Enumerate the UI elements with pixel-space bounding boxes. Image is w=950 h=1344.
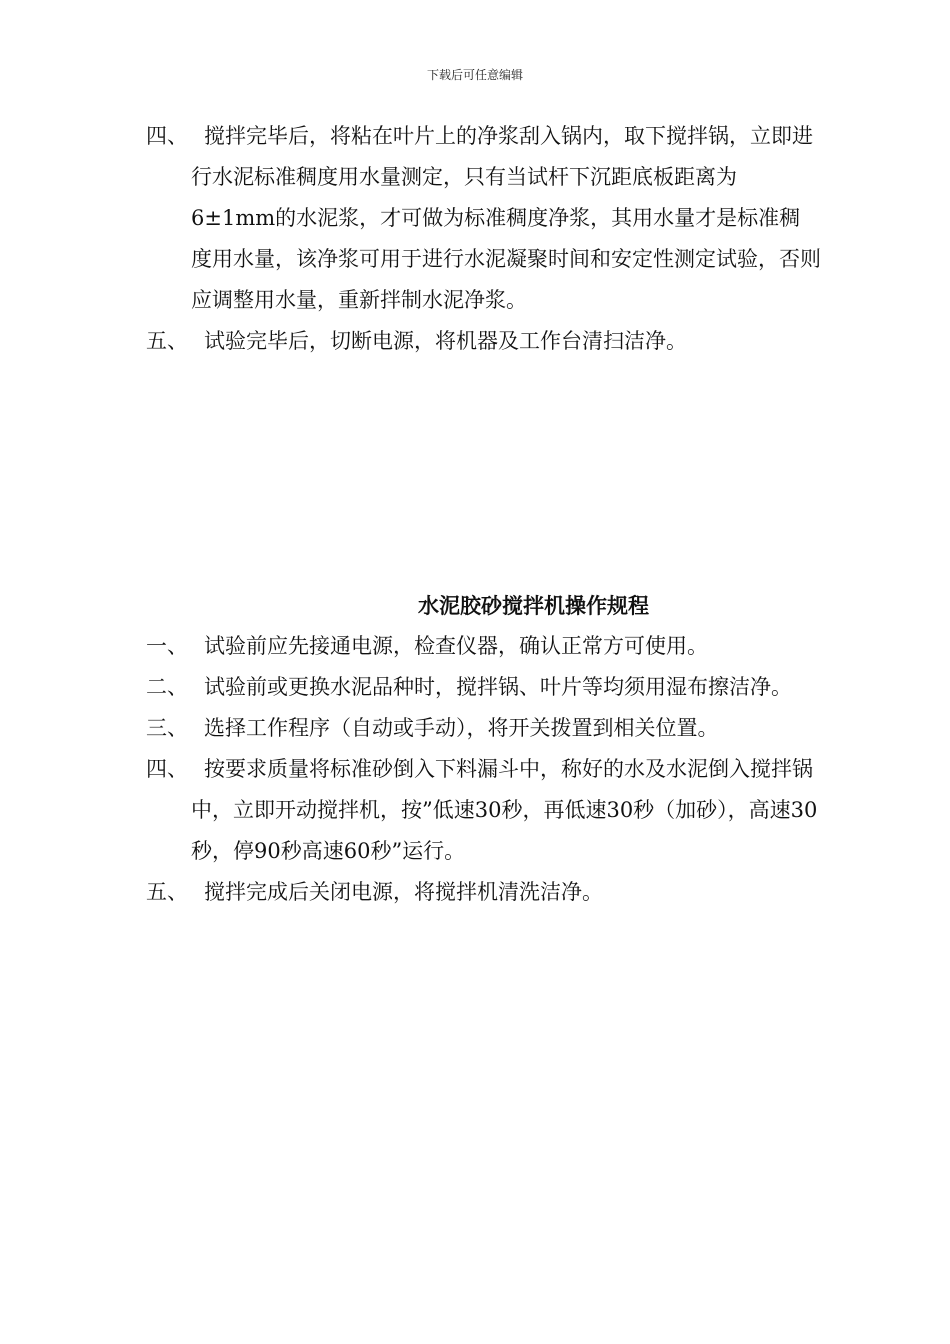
list-item	[0, 749, 950, 872]
item-number: 五、	[146, 880, 188, 904]
item-text: 试验完毕后，切断电源，将机器及工作台清扫洁净。	[204, 329, 687, 353]
section-2	[0, 626, 950, 913]
item-number: 三、	[146, 716, 188, 740]
item-number: 一、	[146, 634, 188, 658]
list-item	[0, 626, 950, 667]
item-text: 按要求质量将标准砂倒入下料漏斗中，称好的水及水泥倒入搅拌锅中，立即开动搅拌机，按”低速30秒，再低速30秒（加砂），高速30秒，停90秒高速60秒”运行。	[191, 757, 818, 863]
list-item	[0, 872, 950, 913]
list-item	[0, 708, 950, 749]
list-item	[0, 321, 950, 362]
list-item	[0, 667, 950, 708]
item-number: 五、	[146, 329, 188, 353]
item-text: 搅拌完成后关闭电源，将搅拌机清洗洁净。	[204, 880, 603, 904]
item-text: 试验前应先接通电源，检查仪器，确认正常方可使用。	[204, 634, 708, 658]
list-item	[0, 116, 950, 321]
item-number: 四、	[146, 124, 188, 148]
section-1	[0, 116, 950, 362]
section-title: 水泥胶砂搅拌机操作规程	[418, 593, 649, 618]
item-text: 试验前或更换水泥品种时，搅拌锅、叶片等均须用湿布擦洁净。	[204, 675, 792, 699]
item-text: 选择工作程序（自动或手动），将开关拨置到相关位置。	[204, 716, 719, 740]
page-header-note: 下载后可任意编辑	[426, 68, 523, 82]
item-number: 四、	[146, 757, 188, 781]
item-number: 二、	[146, 675, 188, 699]
item-text: 搅拌完毕后，将粘在叶片上的净浆刮入锅内，取下搅拌锅，立即进行水泥标准稠度用水量测定，只有当试杆下沉距底板距离为6±1mm的水泥浆，才可做为标准稠度净浆，其用水量才是标准稠度用水量，该净浆可用于进行水泥凝聚时间和安定性测定试验，否则应调整用水量，重新拌制水泥净浆。	[191, 124, 821, 312]
